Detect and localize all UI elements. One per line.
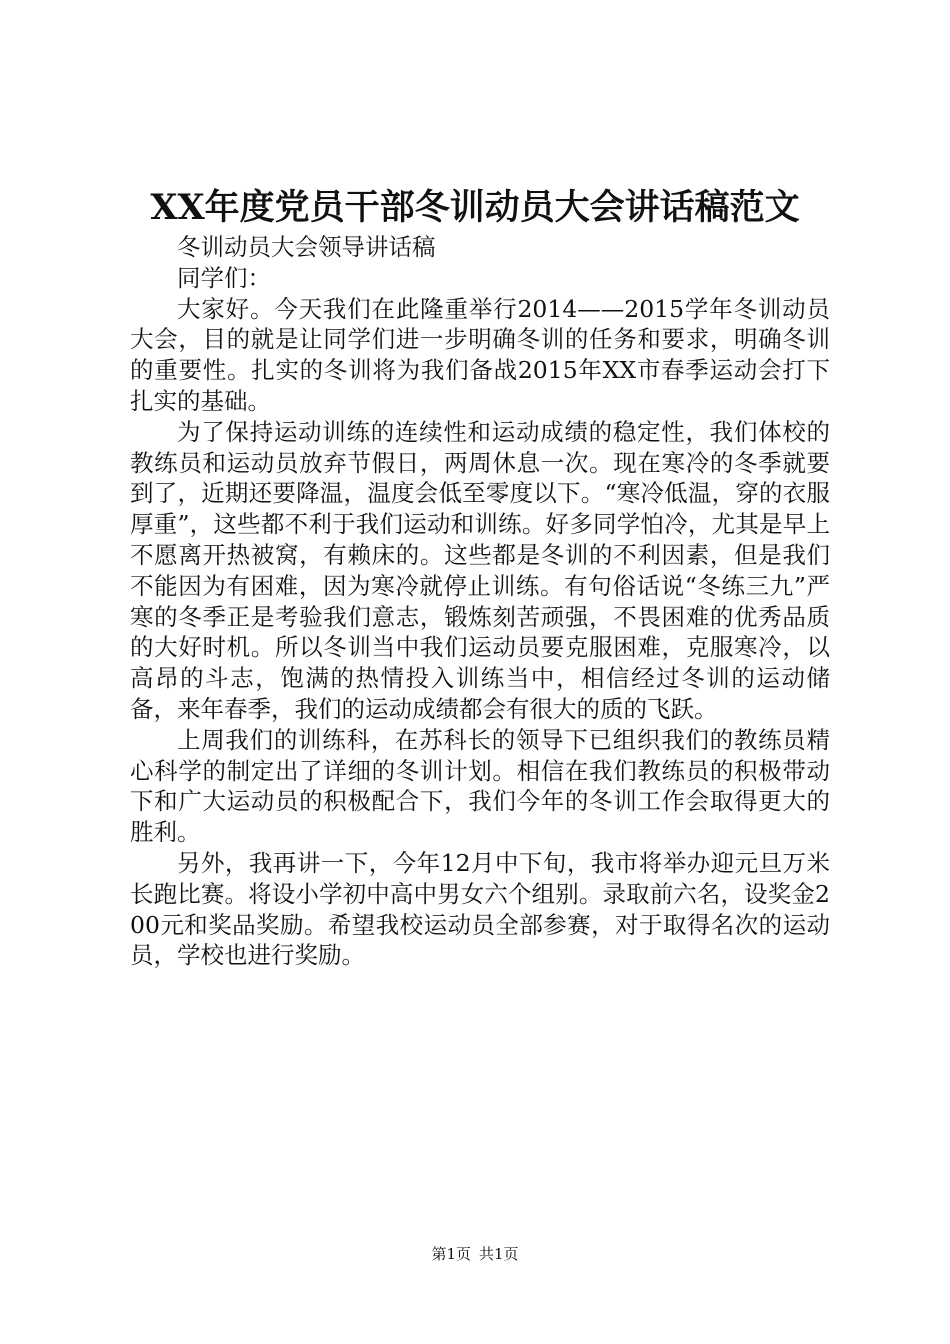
body-paragraph: 上周我们的训练科，在苏科长的领导下已组织我们的教练员精心科学的制定出了详细的冬训计划。相信在我们教练员的积极带动下和广大运动员的积极配合下，我们今年的冬训工作会取得更大的胜利。 [130,725,830,847]
subtitle-paragraph: 冬训动员大会领导讲话稿 [177,233,436,261]
body-paragraph: 另外，我再讲一下，今年12月中下旬，我市将举办迎元旦万米长跑比赛。将设小学初中高中男女六个组别。录取前六名，设奖金200元和奖品奖励。希望我校运动员全部参赛，对于取得名次的运动员，学校也进行奖励。 [130,848,830,970]
body-paragraph: 为了保持运动训练的连续性和运动成绩的稳定性，我们体校的教练员和运动员放弃节假日，两周休息一次。现在寒冷的冬季就要到了，近期还要降温，温度会低至零度以下。“寒冷低温，穿的衣服厚重”，这些都不利于我们运动和训练。好多同学怕冷，尤其是早上不愿离开热被窝，有赖床的。这些都是冬训的不利因素，但是我们不能因为有困难，因为寒冷就停止训练。有句俗话说“冬练三九”严寒的冬季正是考验我们意志，锻炼刻苦顽强，不畏困难的优秀品质的大好时机。所以冬训当中我们运动员要克服困难，克服寒冷，以高昂的斗志，饱满的热情投入训练当中，相信经过冬训的运动储备，来年春季，我们的运动成绩都会有很大的质的飞跃。 [130,417,830,723]
document-body [130,232,830,971]
page-total: 共1页 [479,1245,519,1263]
document-title: XX年度党员干部冬训动员大会讲话稿范文 [150,187,800,228]
salutation-paragraph: 同学们： [177,263,271,292]
page-footer [0,1244,950,1264]
body-paragraph: 大家好。今天我们在此隆重举行2014——2015学年冬训动员大会，目的就是让同学们进一步明确冬训的任务和要求，明确冬训的重要性。扎实的冬训将为我们备战2015年XX市春季运动会打下扎实的基础。 [130,294,830,415]
page-number: 第1页 [431,1245,471,1263]
